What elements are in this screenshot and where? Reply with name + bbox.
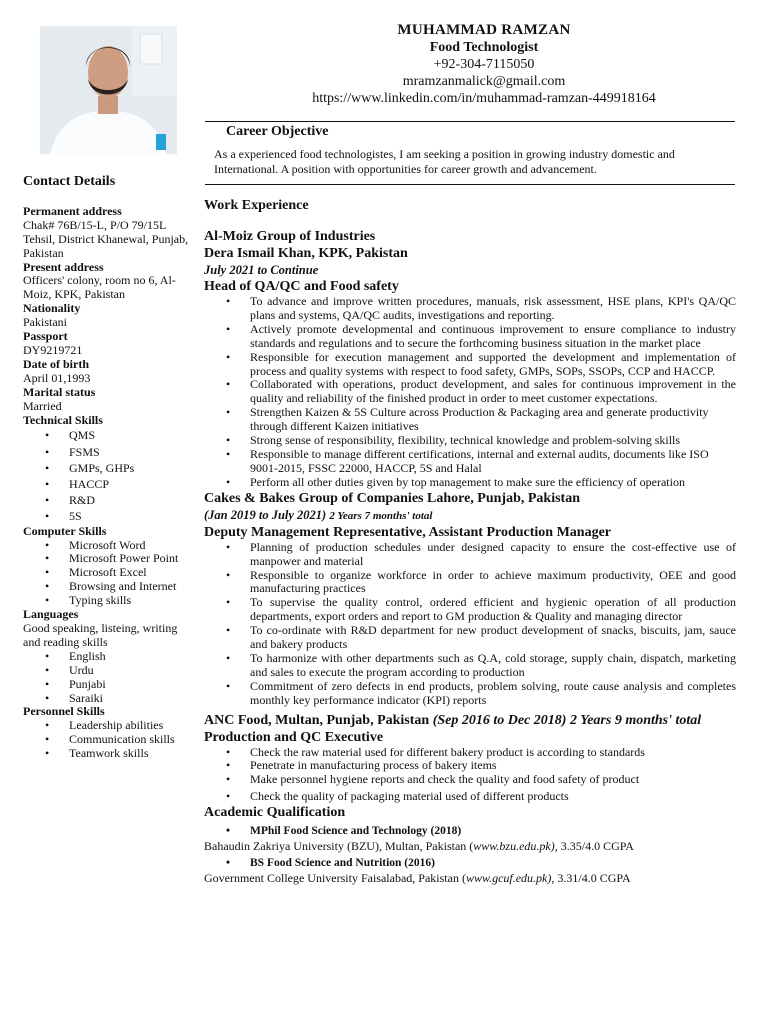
list-item: • Responsible for execution management and supported the development and implementation of process and quality systems with respect to food safety, GMPs, SOPs, SSOPs, CCP and HACCP. <box>250 351 736 379</box>
marital-status-value: Married <box>23 398 62 413</box>
degree-2-title: • BS Food Science and Nutrition (2016) <box>250 855 736 871</box>
linkedin-link[interactable]: https://www.linkedin.com/in/muhammad-ramzan-449918164 <box>312 91 656 106</box>
job1-duties <box>204 295 736 490</box>
list-item: • Browsing and Internet <box>69 580 193 594</box>
computer-skills-label: Computer Skills <box>23 523 107 538</box>
divider-objective <box>205 184 735 185</box>
list-item: • Microsoft Excel <box>69 566 193 580</box>
degree-1-university <box>204 839 736 853</box>
resume-header <box>200 22 768 107</box>
personnel-skills-label: Personnel Skills <box>23 704 105 719</box>
list-item: • QMS <box>69 427 193 443</box>
languages-list <box>23 650 193 706</box>
list-item: • Check the quality of packaging material used of different products <box>250 790 736 804</box>
list-item: • Make personnel hygiene reports and check the quality and food safety of product <box>250 773 736 787</box>
contact-details-title: Contact Details <box>23 174 116 189</box>
uni2-cgpa: 3.31/4.0 CGPA <box>554 871 631 886</box>
passport-label: Passport <box>23 329 68 344</box>
job3-company: ANC Food, Multan, Punjab, Pakistan <box>204 712 430 728</box>
marital-status-label: Marital status <box>23 384 96 399</box>
languages-label: Languages <box>23 607 79 622</box>
list-item: • Microsoft Word <box>69 539 193 553</box>
list-item: • R&D <box>69 492 193 508</box>
computer-skills-list <box>23 539 193 609</box>
technical-skills-label: Technical Skills <box>23 412 103 427</box>
present-address-value: Officers' colony, room no 6, Al-Moiz, KPK, Pakistan <box>23 273 176 302</box>
list-item: • Planning of production schedules under designed capacity to ensure the cost-effective use of manpower and material <box>250 541 736 569</box>
job3-duties <box>204 746 736 805</box>
dob-value: April 01,1993 <box>23 370 91 385</box>
languages-text: Good speaking, listeing, writing and reading skills <box>23 620 178 649</box>
profile-photo-image <box>40 26 177 154</box>
candidate-title: Food Technologist <box>429 40 539 55</box>
permanent-address-label: Permanent address <box>23 203 122 218</box>
list-item: • Typing skills <box>69 594 193 608</box>
passport-value: DY9219721 <box>23 342 83 357</box>
job1-dates: July 2021 to Continue <box>204 263 319 277</box>
list-item: • Teamwork skills <box>69 747 193 761</box>
list-item: • Collaborated with operations, product development, and sales for continuous improvement in the quality and reliability of the finished product in order to meet customer expectations. <box>250 378 736 406</box>
uni1-website[interactable]: www.bzu.edu.pk), <box>473 839 558 854</box>
list-item: • Leadership abilities <box>69 719 193 733</box>
contact-column <box>23 175 193 761</box>
list-item: • English <box>69 650 193 664</box>
nationality-value: Pakistani <box>23 315 67 330</box>
present-address-label: Present address <box>23 259 104 274</box>
degree-1-title: • MPhil Food Science and Technology (2018) <box>250 823 736 839</box>
degree-1 <box>204 823 736 839</box>
profile-photo <box>40 26 177 154</box>
job1-location: Dera Ismail Khan, KPK, Pakistan <box>204 246 408 261</box>
list-item: • Saraiki <box>69 692 193 706</box>
list-item: • To harmonize with other departments such as Q.A, cold storage, supply chain, dispatch, marketing and sales to execute the program according to production <box>250 652 736 680</box>
academic-title: Academic Qualification <box>204 805 346 821</box>
nationality-label: Nationality <box>23 301 81 316</box>
email-address[interactable]: mramzanmalick@gmail.com <box>402 74 566 89</box>
job3-heading <box>204 712 736 729</box>
career-objective-title: Career Objective <box>226 124 329 139</box>
technical-skills-list <box>23 427 193 524</box>
job1-position: Head of QA/QC and Food safety <box>204 279 399 294</box>
list-item: • To supervise the quality control, ordered efficient and hygienic operation of all production departments, export orders and report to GM production & Quality and managing director <box>250 596 736 624</box>
list-item: • Strengthen Kaizen & 5S Culture across Production & Packaging area and generate productivity through different Kaizen initiatives <box>250 406 736 434</box>
uni1-name: Bahaudin Zakriya University (BZU), Multan, Pakistan ( <box>204 839 474 854</box>
work-experience-title: Work Experience <box>204 198 309 213</box>
job2-duties <box>204 541 736 708</box>
job2-company: Cakes & Bakes Group of Companies Lahore, Punjab, Pakistan <box>204 490 580 506</box>
list-item: • Commitment of zero defects in end products, problem solving, route cause analysis and completes monthly key performance indicator (KPI) reports <box>250 680 736 708</box>
experience-column <box>204 197 736 885</box>
list-item: • Responsible to organize workforce in order to achieve maximum productivity, OEE and good manufacturing practices <box>250 569 736 597</box>
divider-top <box>205 121 735 122</box>
list-item: • To advance and improve written procedures, manuals, risk assessment, HSE plans, KPI's QA/QC plans and systems, QA/QC audits, investigations and reporting. <box>250 295 736 323</box>
list-item: • GMPs, GHPs <box>69 460 193 476</box>
candidate-name: MUHAMMAD RAMZAN <box>397 22 571 38</box>
list-item: • Urdu <box>69 664 193 678</box>
list-item: • Perform all other duties given by top management to make sure the efficiency of operation <box>250 476 736 490</box>
list-item: • Check the raw material used for different bakery product is according to standards <box>250 746 736 760</box>
job3-position: Production and QC Executive <box>204 729 384 745</box>
list-item: • Microsoft Power Point <box>69 552 193 566</box>
uni1-cgpa: 3.35/4.0 CGPA <box>557 839 634 854</box>
list-item: • To co-ordinate with R&D department for new product development of snacks, biscuits, jam, sauce and bakery products <box>250 624 736 652</box>
list-item: • Communication skills <box>69 733 193 747</box>
list-item: • FSMS <box>69 444 193 460</box>
permanent-address-value: Chak# 76B/15-L, P/O 79/15L Tehsil, District Khanewal, Punjab, Pakistan <box>23 217 189 260</box>
degree-2-university <box>204 871 736 885</box>
uni2-website[interactable]: www.gcuf.edu.pk), <box>465 871 555 886</box>
list-item: • Penetrate in manufacturing process of bakery items <box>250 759 736 773</box>
job2-dates-line <box>204 507 736 524</box>
personnel-skills-list <box>23 719 193 761</box>
list-item: • HACCP <box>69 476 193 492</box>
job1-company: Al-Moiz Group of Industries <box>204 229 376 244</box>
job2-dates: (Jan 2019 to July 2021) <box>204 507 327 522</box>
list-item: • Responsible to manage different certifications, internal and external audits, documents like ISO 9001-2015, FSSC 22000, HACCP, 5S and Halal <box>250 448 736 476</box>
dob-label: Date of birth <box>23 356 89 371</box>
job2-duration: 2 Years 7 months' total <box>329 509 433 522</box>
job3-dates: (Sep 2016 to Dec 2018) 2 Years 9 months' total <box>432 712 702 728</box>
list-item: • Actively promote developmental and continuous improvement to ensure compliance to industry standards and regulations and to secure the forthcoming business situation in the market place <box>250 323 736 351</box>
list-item: • 5S <box>69 508 193 524</box>
list-item: • Strong sense of responsibility, flexibility, technical knowledge and problem-solving skills <box>250 434 736 448</box>
career-objective-text: As a experienced food technologistes, I am seeking a position in growing industry domestic and International. A position with opportunities for career growth and advancement. <box>214 147 675 176</box>
list-item: • Punjabi <box>69 678 193 692</box>
degree-2 <box>204 855 736 871</box>
phone-number: +92-304-7115050 <box>433 57 535 72</box>
job2-position: Deputy Management Representative, Assistant Production Manager <box>204 524 612 540</box>
uni2-name: Government College University Faisalabad, Pakistan ( <box>204 871 466 886</box>
